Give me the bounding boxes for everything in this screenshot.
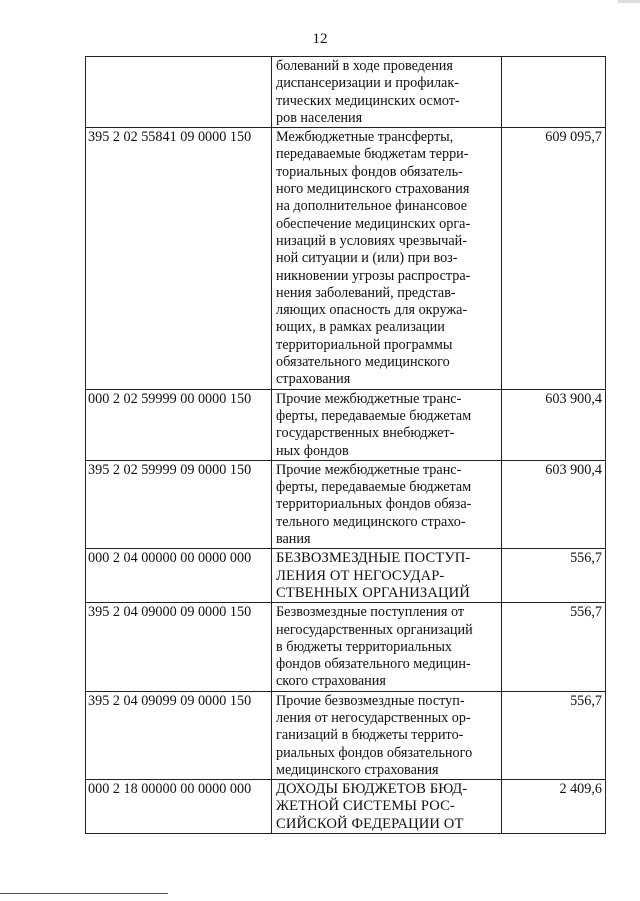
budget-code-cell: 000 2 18 00000 00 0000 000 [86, 780, 272, 834]
revenue-name-line: СТВЕННЫХ ОРГАНИЗАЦИЙ [276, 584, 470, 601]
revenue-name-line: в бюджеты территориальных [276, 638, 453, 655]
budget-code-cell [86, 57, 272, 128]
revenue-name-line: низаций в условиях чрезвычай- [276, 232, 467, 249]
revenue-name-line: диспансеризации и профилак- [276, 75, 459, 92]
budget-code-cell: 395 2 02 59999 09 0000 150 [86, 460, 272, 548]
revenue-name-line: БЕЗВОЗМЕЗДНЫЕ ПОСТУП- [276, 550, 471, 567]
budget-revenue-table [85, 56, 606, 834]
revenue-name-cell [272, 389, 502, 460]
revenue-name-cell [272, 603, 502, 691]
revenue-name-line: СИЙСКОЙ ФЕДЕРАЦИИ ОТ [276, 815, 464, 832]
amount-cell: 603 900,4 [502, 460, 606, 548]
revenue-name-cell [272, 780, 502, 834]
revenue-name-cell [272, 549, 502, 603]
revenue-name-line: ДОХОДЫ БЮДЖЕТОВ БЮД- [276, 781, 468, 798]
amount-cell: 603 900,4 [502, 389, 606, 460]
table-row [86, 549, 606, 603]
revenue-name-line: медицинского страхования [276, 761, 439, 778]
amount-cell: 556,7 [502, 691, 606, 779]
table-row [86, 691, 606, 779]
scan-artifact [618, 0, 640, 3]
table-row [86, 460, 606, 548]
revenue-name-line: ров населения [276, 109, 363, 126]
amount-cell [502, 57, 606, 128]
revenue-name-line: территориальных фондов обяза- [276, 496, 472, 513]
revenue-name-line: обязательного медицинского [276, 354, 450, 371]
table-row [86, 603, 606, 691]
revenue-name-line: фондов обязательного медицин- [276, 656, 471, 673]
revenue-name-line: государственных внебюджет- [276, 425, 455, 442]
revenue-name-line: страхования [276, 371, 351, 388]
revenue-name-line: ферты, передаваемые бюджетам [276, 479, 472, 496]
table-row [86, 389, 606, 460]
revenue-name-line: никновении угрозы распростра- [276, 267, 471, 284]
revenue-name-line: ющих, в рамках реализации [276, 319, 445, 336]
revenue-name-cell [272, 57, 502, 128]
budget-code-cell: 395 2 02 55841 09 0000 150 [86, 128, 272, 389]
revenue-name-line: Прочие безвозмездные поступ- [276, 692, 465, 709]
revenue-name-line: ЖЕТНОЙ СИСТЕМЫ РОС- [276, 798, 455, 815]
revenue-name-line: негосударственных организаций [276, 621, 473, 638]
revenue-name-line: передаваемые бюджетам терри- [276, 146, 469, 163]
revenue-name-line: ляющих опасность для окружа- [276, 302, 468, 319]
revenue-name-line: ториальных фондов обязатель- [276, 163, 463, 180]
amount-cell: 609 095,7 [502, 128, 606, 389]
budget-code-cell: 000 2 04 00000 00 0000 000 [86, 549, 272, 603]
revenue-name-line: территориальной программы [276, 336, 453, 353]
revenue-name-line: Прочие межбюджетные транс- [276, 461, 462, 478]
page-number: 12 [312, 31, 328, 47]
revenue-name-line: ной ситуации и (или) при воз- [276, 250, 458, 267]
revenue-name-line: болеваний в ходе проведения [276, 58, 453, 74]
revenue-name-line: тических медицинских осмот- [276, 92, 460, 109]
revenue-name-line: тельного медицинского страхо- [276, 513, 466, 530]
revenue-name-line: ного медицинского страхования [276, 181, 470, 198]
table-row [86, 780, 606, 834]
revenue-name-line: Безвозмездные поступления от [276, 604, 465, 621]
table-row [86, 57, 606, 128]
revenue-name-line: Межбюджетные трансферты, [276, 129, 454, 146]
budget-code-cell: 000 2 02 59999 00 0000 150 [86, 389, 272, 460]
revenue-name-cell [272, 691, 502, 779]
budget-code-cell: 395 2 04 09000 09 0000 150 [86, 603, 272, 691]
amount-cell: 2 409,6 [502, 780, 606, 834]
revenue-name-line: риальных фондов обязательного [276, 744, 473, 761]
table-row [86, 128, 606, 389]
revenue-name-line: ганизаций в бюджеты террито- [276, 727, 464, 744]
revenue-name-line: вания [276, 531, 311, 548]
revenue-name-cell [272, 128, 502, 389]
revenue-name-line: обеспечение медицинских орга- [276, 215, 471, 232]
revenue-name-line: на дополнительное финансовое [276, 198, 468, 215]
amount-cell: 556,7 [502, 549, 606, 603]
revenue-name-line: Прочие межбюджетные транс- [276, 390, 462, 407]
revenue-name-line: ЛЕНИЯ ОТ НЕГОСУДАР- [276, 567, 445, 584]
amount-cell: 556,7 [502, 603, 606, 691]
page-bottom-line [0, 893, 168, 894]
revenue-name-line: ных фондов [276, 442, 349, 459]
revenue-name-line: нения заболеваний, представ- [276, 284, 456, 301]
budget-code-cell: 395 2 04 09099 09 0000 150 [86, 691, 272, 779]
table-body [86, 57, 606, 834]
revenue-name-cell [272, 460, 502, 548]
revenue-name-line: ферты, передаваемые бюджетам [276, 407, 472, 424]
revenue-name-line: ления от негосударственных ор- [276, 709, 471, 726]
revenue-name-line: ского страхования [276, 673, 386, 690]
